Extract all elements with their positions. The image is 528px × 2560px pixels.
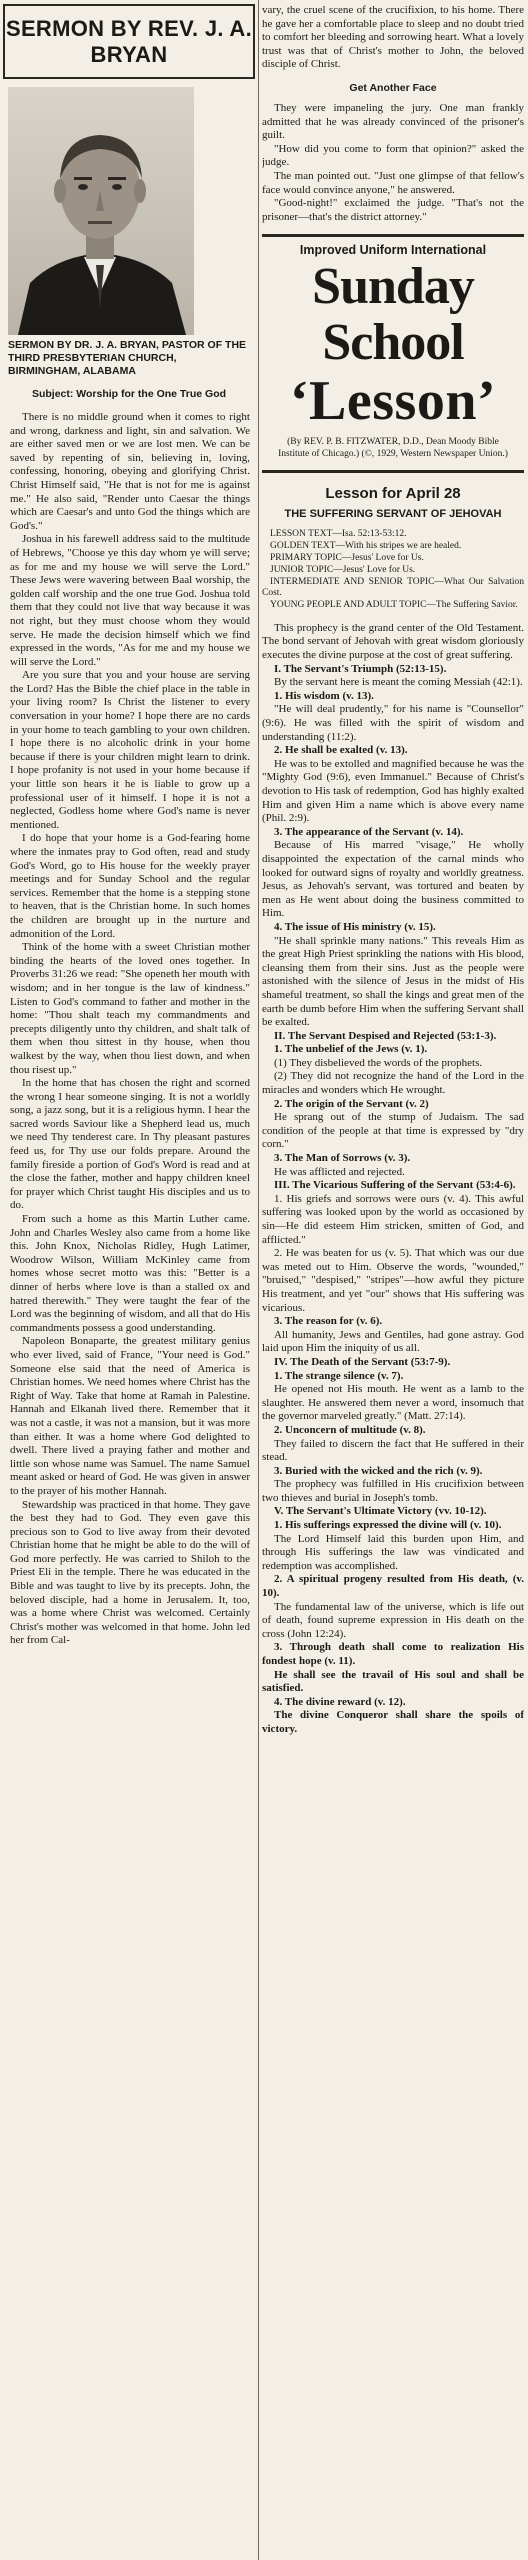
lesson-topics [262,529,524,612]
outline-item: IV. The Death of the Servant (53:7-9). [274,1355,451,1368]
quote-open: ‘ [289,370,310,433]
quote-close: ’ [476,370,497,433]
outline-item: 3. The appearance of the Servant (v. 14). [274,825,464,838]
topic-line: LESSON TEXT—Isa. 52:13-53:12. [270,529,407,540]
sermon-paragraph: Joshua in his farewell address said to the multitude of Hebrews, "Choose ye this day whom ye will serve; as for me and my house we will serve the Lord." These Jews were wavering between Baal worship, the golden calf worship and the one true God. Joshua told them that they could not live that way because it was not right, but they must choose whom they would serve. He made the decision himself which we find expressed in the words, "As for me and my house we will serve the Lord." [10,533,250,668]
outline-item: "He shall sprinkle many nations." This reveals Him as the great High Priest sprinkling the nations with His blood, cleansing them from their sins. Just as the people were astonished with the silence of Jesus in the midst of His shameful treatment, so shall the kings and great men of the earth be dumb before Him when the suffering Servant shall be exalted. [262,934,524,1029]
outline-item: He sprang out of the stump of Judaism. The sad condition of the people at that time is expressed by "dry corn." [262,1111,524,1151]
joke-paragraph: "Good-night!" exclaimed the judge. "That's not the prisoner—that's the district attorney." [262,197,524,223]
sermon-paragraph: From such a home as this Martin Luther came. John and Charles Wesley also came from a home like this. John Knox, Nicholas Ridley, Hugh Latimer, Woodrow Wilson, William McKinley came from homes whose secret motto was this: "Better is a dinner of herbs where love is than a stalled ox and hatred therewith." They were taught the fear of the Lord was the beginning of wisdom, and all that do His commandments possess a good understanding. [10,1213,250,1334]
sermon-column [0,0,258,2560]
topic-line: INTERMEDIATE AND SENIOR TOPIC—What Our Salvation Cost. [262,576,524,599]
portrait-image [8,87,194,335]
outline-item: (2) They did not recognize the hand of the Lord in the miracles and wonders which He wrought. [262,1070,524,1097]
outline-item: 3. Buried with the wicked and the rich (v. 9). [274,1464,483,1477]
outline-item: 2. A spiritual progeny resulted from His death, (v. 10). [262,1573,524,1600]
outline-item: 1. His sufferings expressed the divine will (v. 10). [274,1519,502,1532]
right-column [262,0,524,2560]
outline-item: 3. The Man of Sorrows (v. 3). [274,1152,411,1165]
section-rule [262,470,524,473]
sermon-paragraph: Napoleon Bonaparte, the greatest military genius who ever lived, said of France, "Your need is God." Someone else said that the need of America is Christian homes. We need homes where Christ has the Right of Way. Take that home at Ramah in Palestine. Hannah and Elkanah lived there. Remember that it was not a castle, it was not a mansion, but it was more than either. It was a home where God delighted to dwell. There lived a praying father and mother and little son whose name was Samuel. The name Samuel meant asked or heard of God. He was given in answer to the prayer of his mother Hannah. [10,1335,250,1497]
sermon-paragraph: There is no middle ground when it comes to right and wrong, darkness and light, sin and salvation. We are either saved men or we are lost men. We can be saved by repenting of sin, believing in, loving, confessing, honoring, obeying and glorifying Christ. Christ Himself said, "He that is not for me is against me." He also said, "Render unto Caesar the things which are Caesar's and unto God the things which are God's." [10,411,250,532]
outline-item: They failed to discern the fact that He suffered in their stead. [262,1437,524,1464]
outline-item: I. The Servant's Triumph (52:13-15). [274,662,447,675]
portrait-caption: SERMON BY DR. J. A. BRYAN, PASTOR OF THE THIRD PRESBYTERIAN CHURCH, BIRMINGHAM, ALABAMA [8,339,247,377]
outline-item: All humanity, Jews and Gentiles, had gone astray. God laid upon Him the iniquity of us all. [262,1328,524,1355]
outline-item: He opened not His mouth. He went as a lamb to the slaughter. He answered them never a word, insomuch that the governor marveled greatly." (Matt. 27:14). [262,1383,524,1423]
outline-item: (1) They disbelieved the words of the prophets. [274,1056,483,1069]
joke-paragraph: They were impaneling the jury. One man frankly admitted that he was already convinced of the prisoner's guilt. [262,101,524,142]
outline-item: 1. His wisdom (v. 13). [274,689,374,702]
outline-item: By the servant here is meant the coming Messiah (42:1). [274,676,523,689]
sermon-paragraph: Stewardship was practiced in that home. They gave the best they had to God. They even gave this precious son to God to live away from their devoted Christian home that he might be able to do the will of God more perfectly. He was carried to Shiloh to the Priest Eli in the temple. There he was educated in the Bible and was taught to live by its precepts. John, the beloved disciple, had a home in Jerusalem. It, too, was a home where Christ was welcomed. Certainly Christ's mother was welcomed in that home. John led her from Cal- [10,1498,250,1647]
joke-story [262,102,524,224]
outline-item: V. The Servant's Ultimate Victory (vv. 10-12). [274,1505,487,1518]
sermon-continuation [262,0,524,72]
outline-item: 4. The divine reward (v. 12). [274,1695,406,1708]
topic-line: JUNIOR TOPIC—Jesus' Love for Us. [270,564,416,575]
outline-item: 2. He was beaten for us (v. 5). That which was our due was meted out to Him. Observe the words, "wounded," "bruised," "despised," "stripes"—how awful they picture His treatment, and yet "our" shows that His suffering was vicarious. [262,1247,524,1314]
outline-item: The fundamental law of the universe, which is life out of death, found supreme expression in His death on the cross (John 12:24). [262,1600,524,1640]
lesson-date: Lesson for April 28 [325,485,461,503]
continuation-paragraph: vary, the cruel scene of the crucifixion, to his home. There he gave her a comfortable place to sleep and no doubt tried to comfort her bleeding and sorrowing heart. What a lovely trust was that of Christ's mother to John, the beloved disciple of Christ. [262,4,524,71]
outline-item: III. The Vicarious Suffering of the Servant (53:4-6). [274,1179,516,1192]
outline-item: 3. Through death shall come to realization His fondest hope (v. 11). [262,1641,524,1668]
outline-item: He shall see the travail of His soul and shall be satisfied. [262,1668,524,1695]
outline-item: II. The Servant Despised and Rejected (53:1-3). [274,1029,497,1042]
outline-item: He was to be extolled and magnified because he was the "Mighty God (9:6), even Immanuel." Because of Christ's devotion to His task of redemption, God has highly exalted Him and given Him a name which is above every name (Phil. 2:9). [262,757,524,825]
sermon-paragraph: Are you sure that you and your house are serving the Lord? Has the Bible the chief place in the table in your living room? Is Christ the listener to every conversation in your home? I hope there are no cards in your home to teach gambling to your own children. I hope there is no alcoholic drink in your home because if there is your children might learn to drink. I hope profanity is not used in your home because if your little son hears it he is liable to grow up a professional user of it himself. I hope it is not a neglected, Godless home where God's name is never mentioned. [10,669,250,831]
sermon-subject: Subject: Worship for the One True God [31,388,227,400]
section-rule [262,234,524,237]
outline-item: 2. He shall be exalted (v. 13). [274,744,408,757]
lesson-heading: THE SUFFERING SERVANT OF JEHOVAH [284,508,502,521]
outline-item: The prophecy was fulfilled in His crucifixion between two thieves and burial in Joseph's tomb. [262,1478,524,1504]
outline-item: 3. The reason for (v. 6). [274,1315,383,1328]
lesson-byline: (By REV. P. B. FITZWATER, D.D., Dean Moody Bible Institute of Chicago.) (©, 1929, Western Newspaper Union.) [278,437,508,459]
outline-item: 4. The issue of His ministry (v. 15). [274,920,436,933]
sermon-body [0,401,258,1648]
topic-line: YOUNG PEOPLE AND ADULT TOPIC—The Suffering Savior. [270,600,518,611]
outline-item: "He will deal prudently," for his name is "Counsellor" (9:6). He was filled with the spirit of wisdom and understanding (11:2). [262,703,524,743]
outline-list [262,663,524,1737]
pastor-portrait [8,87,194,335]
topic-line: PRIMARY TOPIC—Jesus' Love for Us. [270,552,424,563]
joke-subhead: Get Another Face [349,81,437,94]
outline-item: The divine Conqueror shall share the spoils of victory. [262,1709,524,1735]
joke-paragraph: "How did you come to form that opinion?" asked the judge. [262,142,524,169]
outline-item: 1. The unbelief of the Jews (v. 1). [274,1043,428,1056]
outline-item: 1. His griefs and sorrows were ours (v. 4). This awful suffering was looked upon by the world as occasioned by sin—He did esteem Him stricken, smitten of God, and afflicted." [262,1192,524,1246]
lesson-word: Lesson [309,370,477,433]
lesson-series-header: Improved Uniform International [299,243,487,258]
joke-paragraph: The man pointed out. "Just one glimpse of that fellow's face would convince anyone," he answered. [262,169,524,196]
outline-item: The Lord Himself laid this burden upon Him, and through His sufferings the law was vindicated and redemption was accomplished. [262,1532,524,1572]
sermon-paragraph: I do hope that your home is a God-fearing home where the inmates pray to God often, read and study God's Word, go to His house for the weekly prayer meetings and for Sunday School and the regular services. Remember that the home is a stepping stone to heaven, that is the Christian home. In such homes the children are brought up in the nurture and admonition of the Lord. [10,832,250,940]
outline-item: Because of His marred "visage," He wholly disappointed the expectation of the carnal minds who looked for outward signs of royalty and worldly greatness. Jesus, as Jehovah's servant, was tortured and beaten by men as He went about doing the business committed to Him. [262,839,524,920]
outline-item: 2. The origin of the Servant (v. 2) [274,1097,429,1110]
outline-item: 1. The strange silence (v. 7). [274,1369,404,1382]
sunday-school-title: Sunday School [312,258,474,372]
sermon-banner: SERMON BY REV. J. A. BRYAN [3,4,255,79]
column-divider [258,0,259,2560]
topic-line: GOLDEN TEXT—With his stripes we are healed. [270,541,462,552]
lesson-intro: This prophecy is the grand center of the Old Testament. The bond servant of Jehovah with great wisdom gloriously executes the divine purpose at the cost of great suffering. [262,621,524,662]
lesson-outline [262,622,524,1737]
sermon-paragraph: Think of the home with a sweet Christian mother binding the hearts of the loved ones together. In Proverbs 31:26 we read: "She openeth her mouth with wisdom; and in her tongue is the law of kindness." Listen to God's command to father and mother in the home: "Thou shalt teach my commandments and precepts diligently unto thy children, and shalt talk of them when thou sittest in thy house, when thou walkest by the way, when thou liest down, and when thou risest up." [10,941,250,1076]
outline-item: He was afflicted and rejected. [274,1165,405,1178]
lesson-title-word [262,371,524,431]
sermon-paragraph: In the home that has chosen the right and scorned the wrong I hear someone singing. It is not a worldly song, a jazz song, but it is a religious hymn. I hear the sacred words Saviour like a Shepherd lead us, much we need Thy tenderest care. In Thy pleasant pastures feed us, for Thy use our folds prepare. Around the family fireside a portion of God's Word is read and at the close the father, mother and happy children kneel for prayer which Christ taught His disciples and us to do. [10,1077,250,1212]
outline-item: 2. Unconcern of multitude (v. 8). [274,1423,426,1436]
